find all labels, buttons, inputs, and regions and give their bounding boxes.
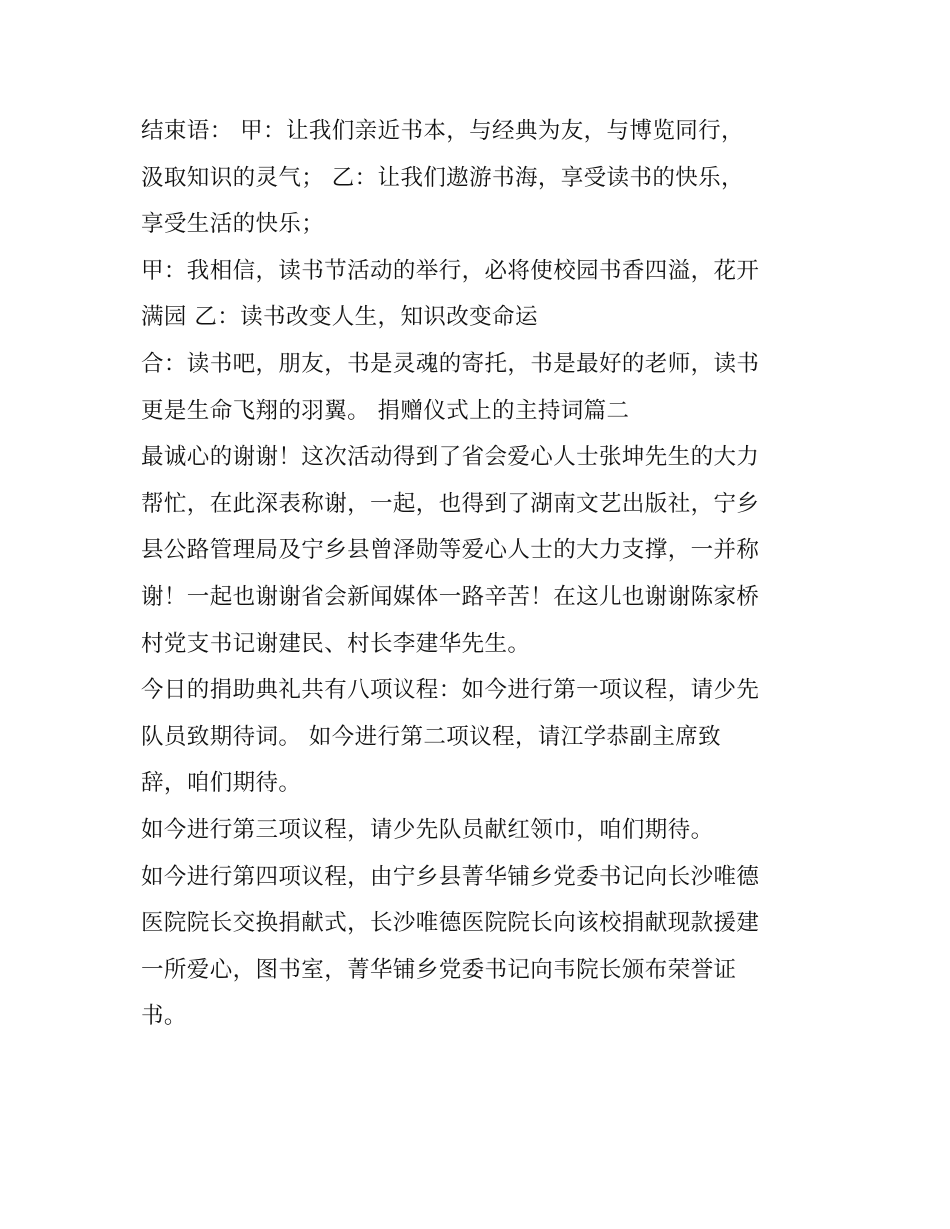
text-line: 帮忙，在此深表称谢，一起，也得到了湖南文艺出版社，宁乡	[141, 490, 760, 517]
text-line: 结束语： 甲：让我们亲近书本，与经典为友，与博览同行，	[141, 118, 744, 144]
text-line: 县公路管理局及宁乡县曾泽勋等爱心人士的大力支撑，一并称	[141, 537, 760, 564]
text-line: 如今进行第四项议程，由宁乡县菁华铺乡党委书记向长沙唯德	[141, 863, 760, 890]
text-line: 满园 乙：读书改变人生，知识改变命运	[141, 304, 538, 331]
text-line: 甲：我相信，读书节活动的举行，必将使校园书香四溢，花开	[141, 257, 760, 284]
text-line: 医院院长交换捐献式，长沙唯德医院院长向该校捐献现款援建	[141, 910, 760, 937]
text-line: 今日的捐助典礼共有八项议程：如今进行第一项议程，请少先	[141, 677, 760, 704]
text-line: 村党支书记谢建民、村长李建华先生。	[141, 630, 531, 657]
text-line: 书。	[141, 1003, 187, 1030]
text-line: 一所爱心，图书室，菁华铺乡党委书记向韦院长颁布荣誉证	[141, 956, 737, 983]
document-body	[141, 108, 821, 1040]
text-line: 更是生命飞翔的羽翼。 捐赠仪式上的主持词篇二	[141, 397, 630, 424]
text-line: 队员致期待词。 如今进行第二项议程，请江学恭副主席致	[141, 723, 722, 750]
text-line: 汲取知识的灵气； 乙：让我们遨游书海，享受读书的快乐，	[141, 164, 744, 191]
text-line: 享受生活的快乐；	[141, 211, 325, 238]
text-line: 如今进行第三项议程，请少先队员献红领巾，咱们期待。	[141, 816, 714, 843]
text-line: 辞，咱们期待。	[141, 770, 302, 797]
text-line: 谢！一起也谢谢省会新闻媒体一路辛苦！在这儿也谢谢陈家桥	[141, 583, 760, 610]
text-line: 合：读书吧，朋友，书是灵魂的寄托，书是最好的老师，读书	[141, 350, 760, 377]
text-line: 最诚心的谢谢！这次活动得到了省会爱心人士张坤先生的大力	[141, 444, 760, 471]
